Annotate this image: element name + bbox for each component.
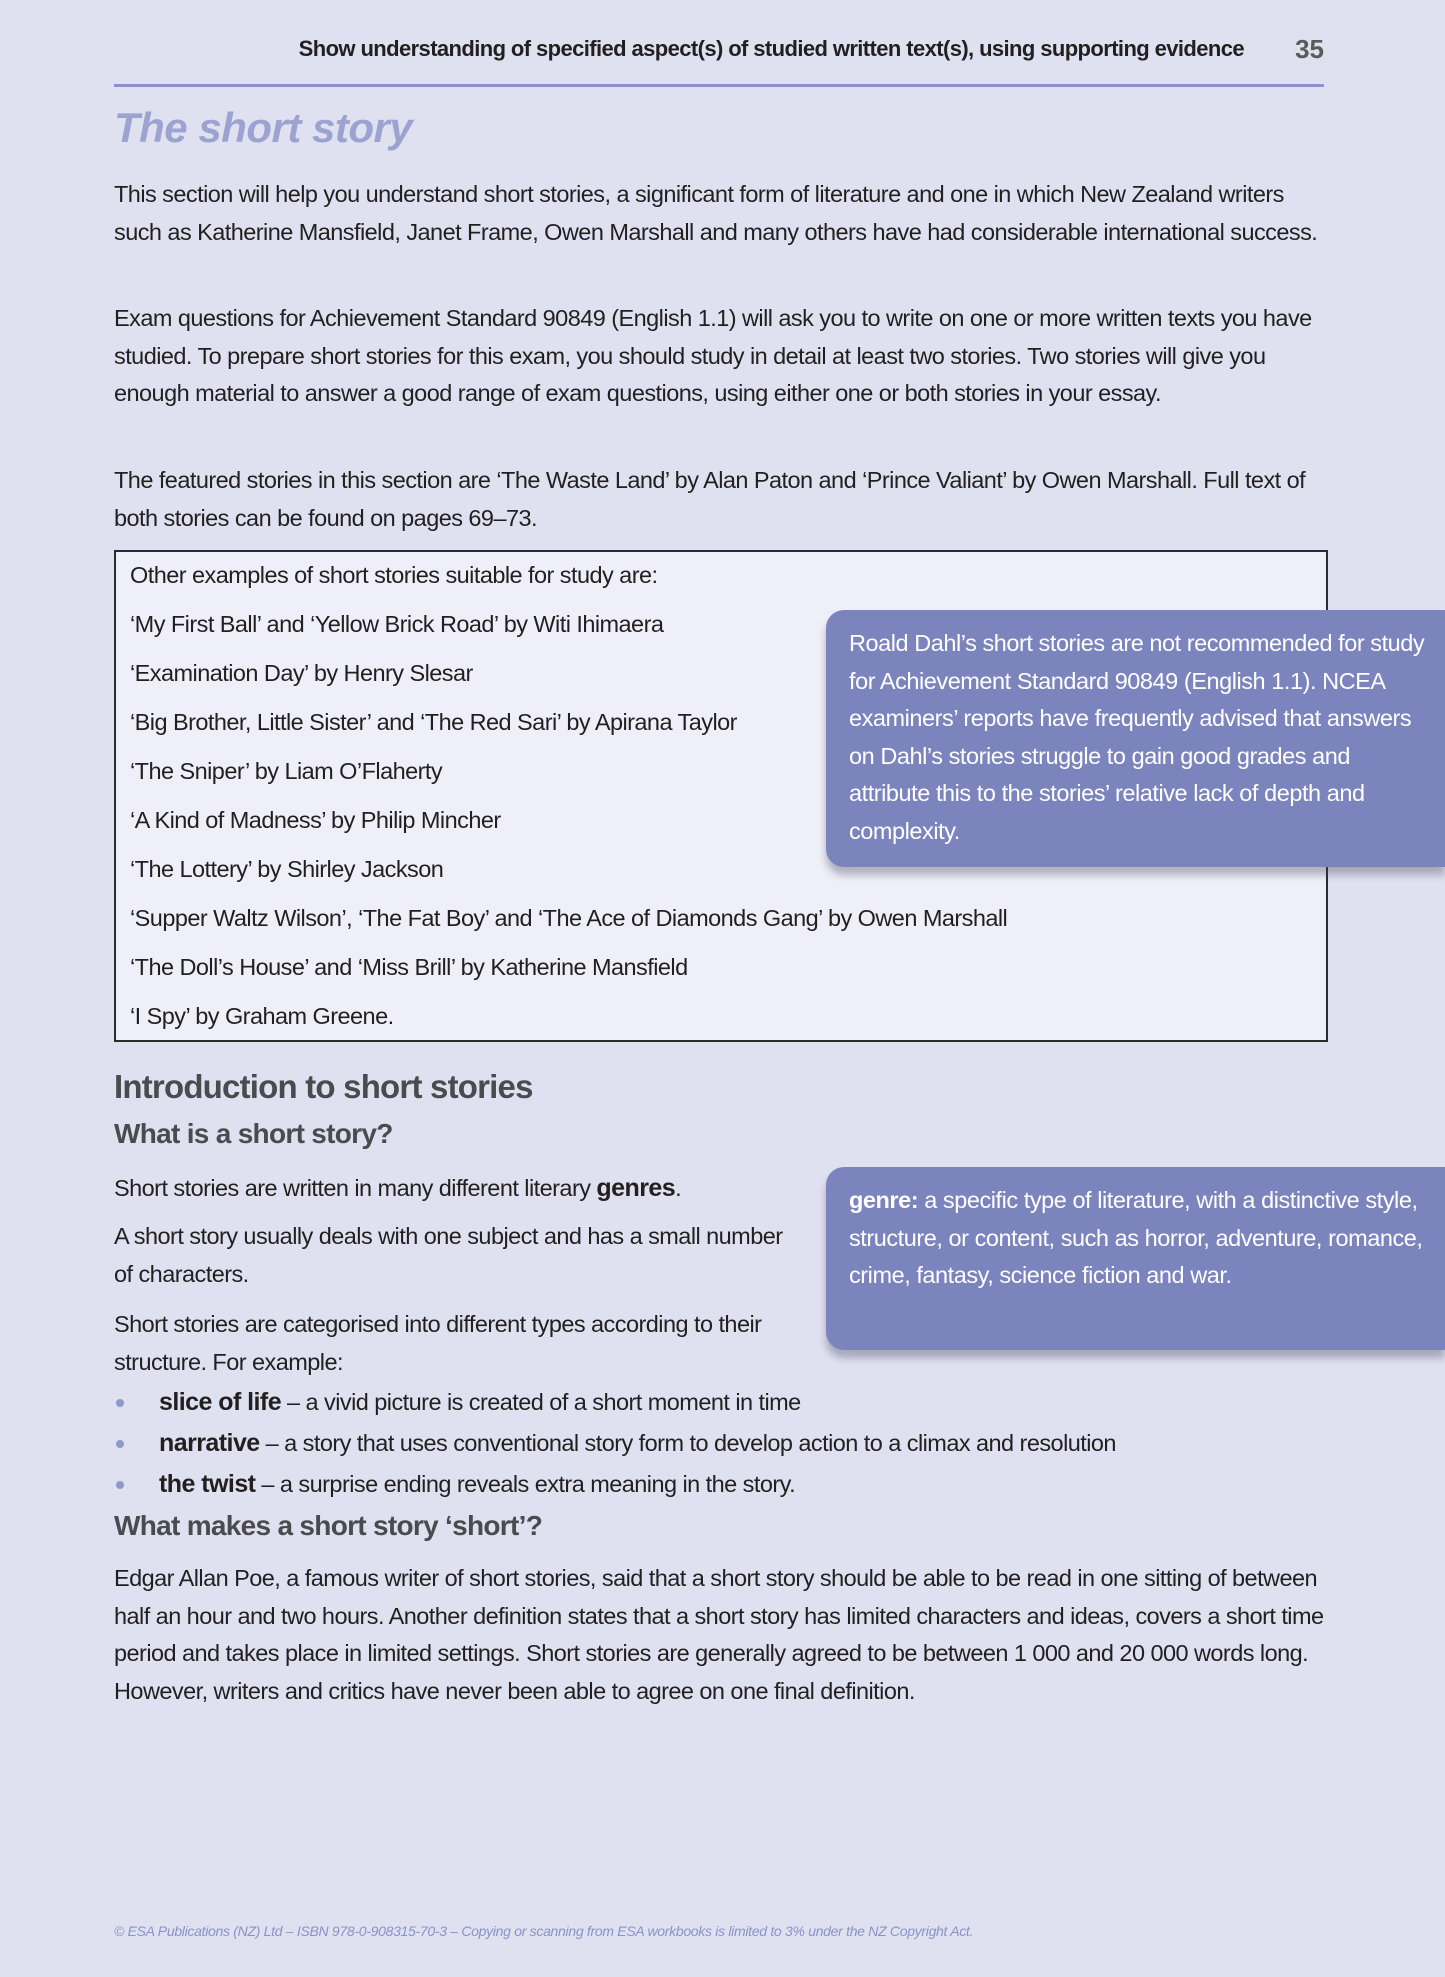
list-item	[114, 1464, 1116, 1505]
exam-paragraph: Exam questions for Achievement Standard 90849 (English 1.1) will ask you to write on one or more written texts you have studied. To prepare short stories for this exam, you should study in detail at least two stories. Two stories will give you enough material to answer a good range of exam questions, using either one or both stories in your essay.	[114, 305, 1312, 406]
example-item: ‘Supper Waltz Wilson’, ‘The Fat Boy’ and ‘The Ace of Diamonds Gang’ by Owen Marshall	[130, 905, 1008, 931]
type-term: narrative	[159, 1429, 260, 1457]
dahl-note-callout	[826, 610, 1445, 867]
example-item: ‘A Kind of Madness’ by Philip Mincher	[130, 807, 501, 833]
running-title: Show understanding of specified aspect(s) of studied written text(s), using supporting evidence	[298, 36, 1244, 61]
genres-term: genres	[596, 1174, 676, 1202]
type-description: – a vivid picture is created of a short moment in time	[281, 1389, 801, 1415]
example-item: ‘Big Brother, Little Sister’ and ‘The Red Sari’ by Apirana Taylor	[130, 709, 737, 735]
type-term: slice of life	[159, 1388, 282, 1416]
what-makes-short-heading: What makes a short story ‘short’?	[114, 1510, 543, 1541]
example-item: ‘Examination Day’ by Henry Slesar	[130, 660, 473, 686]
bullet-icon	[116, 1481, 124, 1489]
dahl-note-text: Roald Dahl’s short stories are not recommended for study for Achievement Standard 90849 (English 1.1). NCEA examiners’ reports have frequently advised that answers on Dahl’s stories struggle to gain good grades and attribute this to the stories’ relative lack of depth and complexity.	[849, 630, 1425, 844]
story-types-list	[114, 1382, 1116, 1505]
copyright-footer: © ESA Publications (NZ) Ltd – ISBN 978-0-908315-70-3 – Copying or scanning from ESA workbooks is limited to 3% under the NZ Copyright Act.	[114, 1923, 974, 1939]
running-header	[114, 30, 1324, 87]
list-item	[114, 1382, 1116, 1423]
genres-sentence-end: .	[675, 1175, 682, 1201]
bullet-icon	[116, 1399, 124, 1407]
what-is-heading: What is a short story?	[114, 1118, 393, 1149]
genre-term: genre:	[849, 1187, 919, 1213]
type-term: the twist	[159, 1470, 256, 1498]
genre-definition: a specific type of literature, with a distinctive style, structure, or content, such as horror, adventure, romance, crime, fantasy, science fiction and war.	[849, 1187, 1423, 1288]
page-number: 35	[1295, 34, 1324, 64]
example-item: ‘The Doll’s House’ and ‘Miss Brill’ by Katherine Mansfield	[130, 954, 688, 980]
featured-stories-paragraph: The featured stories in this section are ‘The Waste Land’ by Alan Paton and ‘Prince Valiant’ by Owen Marshall. Full text of both stories can be found on pages 69–73.	[114, 467, 1306, 531]
genre-definition-callout	[826, 1167, 1445, 1350]
structure-paragraph: Short stories are categorised into different types according to their structure. For example:	[114, 1311, 762, 1375]
example-item: ‘My First Ball’ and ‘Yellow Brick Road’ by Witi Ihimaera	[130, 611, 664, 637]
definition-paragraph: Edgar Allan Poe, a famous writer of short stories, said that a short story should be able to be read in one sitting of between half an hour and two hours. Another definition states that a short story has limited characters and ideas, covers a short time period and takes place in limited settings. Short stories are generally agreed to be between 1 000 and 20 000 words long. However, writers and critics have never been able to agree on one final definition.	[114, 1565, 1324, 1704]
intro-paragraph: This section will help you understand short stories, a significant form of literature and one in which New Zealand writers such as Katherine Mansfield, Janet Frame, Owen Marshall and many others have had considerable international success.	[114, 181, 1318, 245]
bullet-icon	[116, 1440, 124, 1448]
type-description: – a story that uses conventional story form to develop action to a climax and resolution	[259, 1430, 1116, 1456]
genres-sentence	[114, 1170, 794, 1208]
list-item	[114, 1423, 1116, 1464]
section-title: The short story	[114, 104, 413, 151]
intro-heading: Introduction to short stories	[114, 1068, 533, 1105]
example-item: ‘The Lottery’ by Shirley Jackson	[130, 856, 444, 882]
example-item: ‘The Sniper’ by Liam O’Flaherty	[130, 758, 443, 784]
subject-paragraph: A short story usually deals with one subject and has a small number of characters.	[114, 1223, 783, 1287]
example-item: ‘I Spy’ by Graham Greene.	[130, 1003, 394, 1029]
genres-sentence-text: Short stories are written in many different literary	[114, 1175, 597, 1201]
type-description: – a surprise ending reveals extra meaning in the story.	[255, 1471, 796, 1497]
examples-intro: Other examples of short stories suitable for study are:	[130, 562, 658, 588]
